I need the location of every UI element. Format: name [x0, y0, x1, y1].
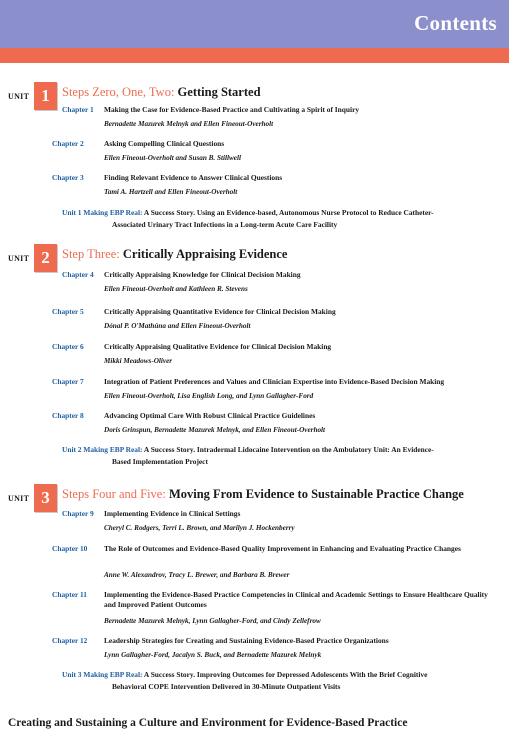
unit-word: UNIT: [8, 494, 30, 503]
real-story-line-2: Based Implementation Project: [112, 457, 208, 466]
chapter-label: Chapter 4: [62, 270, 94, 279]
unit-title-rest: Critically Appraising Evidence: [119, 247, 288, 261]
contents-header: [0, 0, 509, 48]
chapter-title: Advancing Optimal Care With Robust Clinical Practice Guidelines: [104, 411, 316, 420]
page-title: Contents: [414, 11, 497, 35]
chapter-title: The Role of Outcomes and Evidence-Based Quality Improvement in Enhancing and Evaluating Practice Changes: [104, 544, 461, 553]
chapter-authors: Tami A. Hartzell and Ellen Fineout-Overholt: [104, 188, 238, 196]
chapter-authors: Bernadette Mazurek Melnyk and Ellen Fineout-Overholt: [104, 120, 274, 128]
chapter-authors: Dónal P. O'Mathúna and Ellen Fineout-Overholt: [104, 322, 251, 330]
chapter-label: Chapter 12: [52, 636, 88, 645]
chapter-label: Chapter 9: [62, 509, 94, 518]
header-accent-band: [0, 48, 509, 63]
chapter-label: Chapter 2: [52, 139, 84, 148]
unit-title-rest: Moving From Evidence to Sustainable Practice Change: [165, 487, 464, 501]
real-story-text: A Success Story. Intradermal Lidocaine Intervention on the Ambulatory Unit: An Evidence-: [142, 445, 434, 454]
chapter-authors: Lynn Gallagher-Ford, Jacalyn S. Buck, and Bernadette Mazurek Melnyk: [104, 651, 322, 659]
real-story-label: Unit 1 Making EBP Real:: [62, 208, 143, 217]
real-story-label: Unit 3 Making EBP Real:: [62, 670, 143, 679]
chapter-label: Chapter 11: [52, 590, 87, 599]
chapter-title: Integration of Patient Preferences and Values and Clinician Expertise into Evidence-Based Decision Making: [104, 377, 445, 386]
unit-number-badge: 1: [34, 82, 57, 110]
chapter-label: Chapter 8: [52, 411, 84, 420]
real-story-line-1: [62, 445, 498, 455]
chapter-authors: Ellen Fineout-Overholt and Susan B. Stillwell: [104, 154, 241, 162]
unit-title-accent: Steps Zero, One, Two:: [62, 85, 175, 99]
real-story-line-2: Behavioral COPE Intervention Delivered in 30-Minute Outpatient Visits: [112, 682, 341, 691]
chapter-label: Chapter 6: [52, 342, 84, 351]
unit-word: UNIT: [8, 92, 30, 101]
chapter-label: Chapter 5: [52, 307, 84, 316]
unit-word: UNIT: [8, 254, 30, 263]
chapter-authors: Cheryl C. Rodgers, Terri L. Brown, and Marilyn J. Hockenberry: [104, 524, 295, 532]
unit-number-badge: 2: [34, 244, 57, 272]
chapter-title: Critically Appraising Quantitative Evidence for Clinical Decision Making: [104, 307, 336, 316]
chapter-title: Implementing Evidence in Clinical Settings: [104, 509, 241, 518]
chapter-label: Chapter 10: [52, 544, 88, 553]
chapter-authors: Ellen Fineout-Overholt and Kathleen R. Stevens: [104, 285, 248, 293]
unit-title[interactable]: [62, 487, 464, 502]
real-story-line-2: Associated Urinary Tract Infections in a Long-term Acute Care Facility: [112, 220, 338, 229]
chapter-title: Leadership Strategies for Creating and Sustaining Evidence-Based Practice Organizations: [104, 636, 389, 645]
chapter-title: Asking Compelling Clinical Questions: [104, 139, 225, 148]
chapter-authors: Anne W. Alexandrov, Tracy L. Brewer, and Barbara B. Brewer: [104, 571, 290, 579]
unit-title-accent: Steps Four and Five:: [62, 487, 166, 501]
chapter-title: Implementing the Evidence-Based Practice Competencies in Clinical and Academic Settings to Ensure Healthcare Quality and Improved Patient Outcomes: [104, 590, 488, 610]
real-story-text: A Success Story. Using an Evidence-based, Autonomous Nurse Protocol to Reduce Catheter-: [142, 208, 434, 217]
chapter-title: Finding Relevant Evidence to Answer Clinical Questions: [104, 173, 283, 182]
unit-title[interactable]: [62, 85, 261, 100]
chapter-title: Making the Case for Evidence-Based Practice and Cultivating a Spirit of Inquiry: [104, 105, 360, 114]
unit-title-accent: Step Three:: [62, 247, 120, 261]
chapter-authors: Bernadette Mazurek Melnyk, Lynn Gallagher-Ford, and Cindy Zellefrow: [104, 617, 321, 625]
unit-title[interactable]: [62, 247, 287, 262]
chapter-authors: Mikki Meadows-Oliver: [104, 357, 173, 365]
chapter-title: Critically Appraising Knowledge for Clinical Decision Making: [104, 270, 301, 279]
real-story-line-1: [62, 670, 498, 680]
chapter-authors: Ellen Fineout-Overholt, Lisa English Long, and Lynn Gallagher-Ford: [104, 392, 314, 400]
chapter-label: Chapter 7: [52, 377, 84, 386]
real-story-label: Unit 2 Making EBP Real:: [62, 445, 143, 454]
chapter-label: Chapter 1: [62, 105, 94, 114]
section-heading[interactable]: Creating and Sustaining a Culture and Environment for Evidence-Based Practice: [8, 717, 408, 729]
chapter-label: Chapter 3: [52, 173, 84, 182]
chapter-title: Critically Appraising Qualitative Evidence for Clinical Decision Making: [104, 342, 332, 351]
unit-number-badge: 3: [34, 484, 57, 512]
real-story-line-1: [62, 208, 498, 218]
unit-title-rest: Getting Started: [174, 85, 261, 99]
chapter-authors: Doris Grinspun, Bernadette Mazurek Melnyk, and Ellen Fineout-Overholt: [104, 426, 326, 434]
real-story-text: A Success Story. Improving Outcomes for Depressed Adolescents With the Brief Cognitive: [142, 670, 428, 679]
